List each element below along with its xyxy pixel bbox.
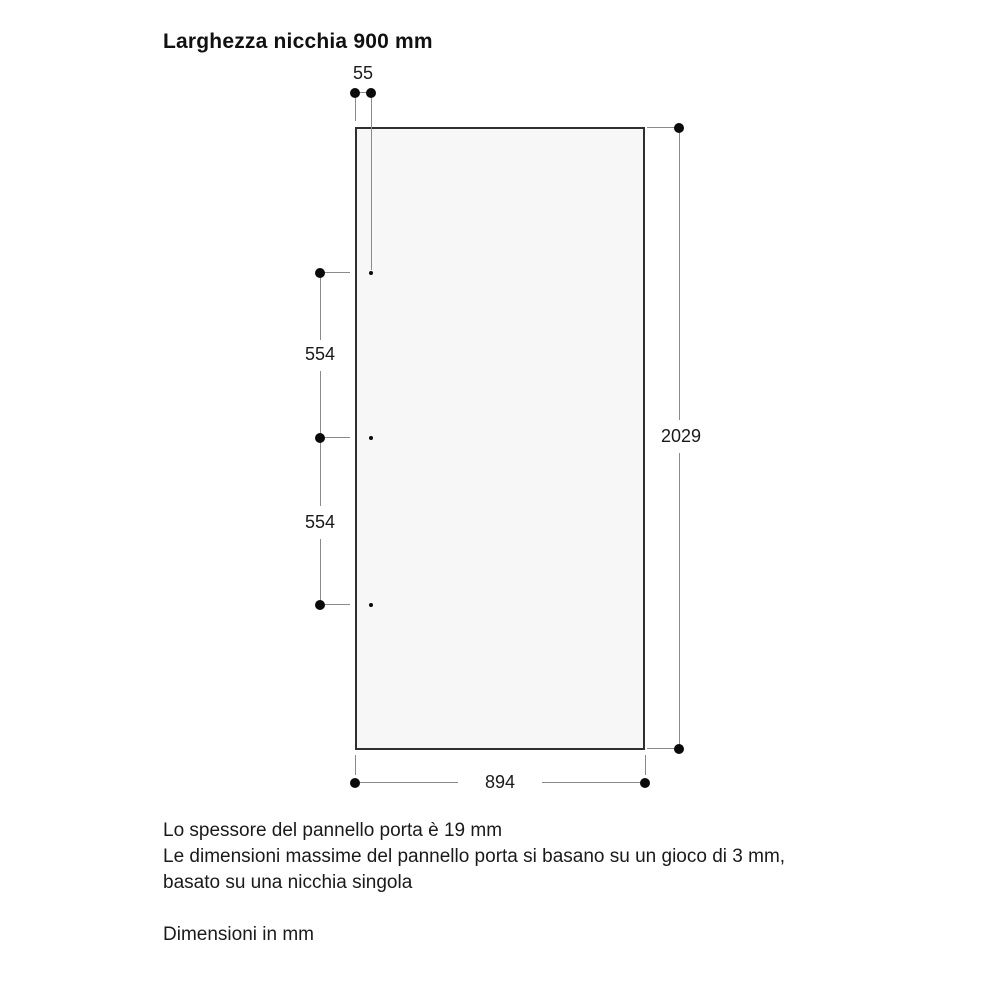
hinge-offset-line xyxy=(371,98,372,270)
dim-bottom-dot-left xyxy=(350,778,360,788)
dim-top-offset-label: 55 xyxy=(352,63,374,83)
dim-bottom-width-label: 894 xyxy=(484,772,516,792)
notes-block xyxy=(163,818,785,896)
hinge-dot-bottom xyxy=(369,603,373,607)
dim-bottom-extension-right xyxy=(645,755,646,775)
dim-bottom-line-seg1 xyxy=(355,782,458,783)
dim-right-line-seg1 xyxy=(679,128,680,420)
dim-right-dot-bottom xyxy=(674,744,684,754)
dim-right-height-label: 2029 xyxy=(660,426,702,446)
notes-line-3: basato su una nicchia singola xyxy=(163,872,413,893)
dim-bottom-dot-right xyxy=(640,778,650,788)
notes-line-1: Lo spessore del pannello porta è 19 mm xyxy=(163,820,503,841)
dim-bottom-line-seg2 xyxy=(542,782,645,783)
dim-left-line-seg1 xyxy=(320,273,321,340)
hinge-dot-top xyxy=(369,271,373,275)
dim-left-dot-top xyxy=(315,268,325,278)
dim-top-dot-left xyxy=(350,88,360,98)
dim-left-dot-bottom xyxy=(315,600,325,610)
dim-right-line-seg2 xyxy=(679,453,680,748)
dim-right-dot-top xyxy=(674,123,684,133)
dim-top-dot-right xyxy=(366,88,376,98)
units-note: Dimensioni in mm xyxy=(163,924,314,945)
dim-left-upper-label: 554 xyxy=(304,344,336,364)
dim-left-dot-middle xyxy=(315,433,325,443)
hinge-dot-middle xyxy=(369,436,373,440)
dim-left-line-seg3 xyxy=(320,539,321,605)
dim-bottom-extension-left xyxy=(355,755,356,775)
page-title: Larghezza nicchia 900 mm xyxy=(163,30,433,53)
dim-top-extension-left xyxy=(355,98,356,121)
dim-left-lower-label: 554 xyxy=(304,512,336,532)
notes-line-2: Le dimensioni massime del pannello porta si basano su un gioco di 3 mm, xyxy=(163,846,786,867)
door-panel-rect xyxy=(355,127,645,750)
